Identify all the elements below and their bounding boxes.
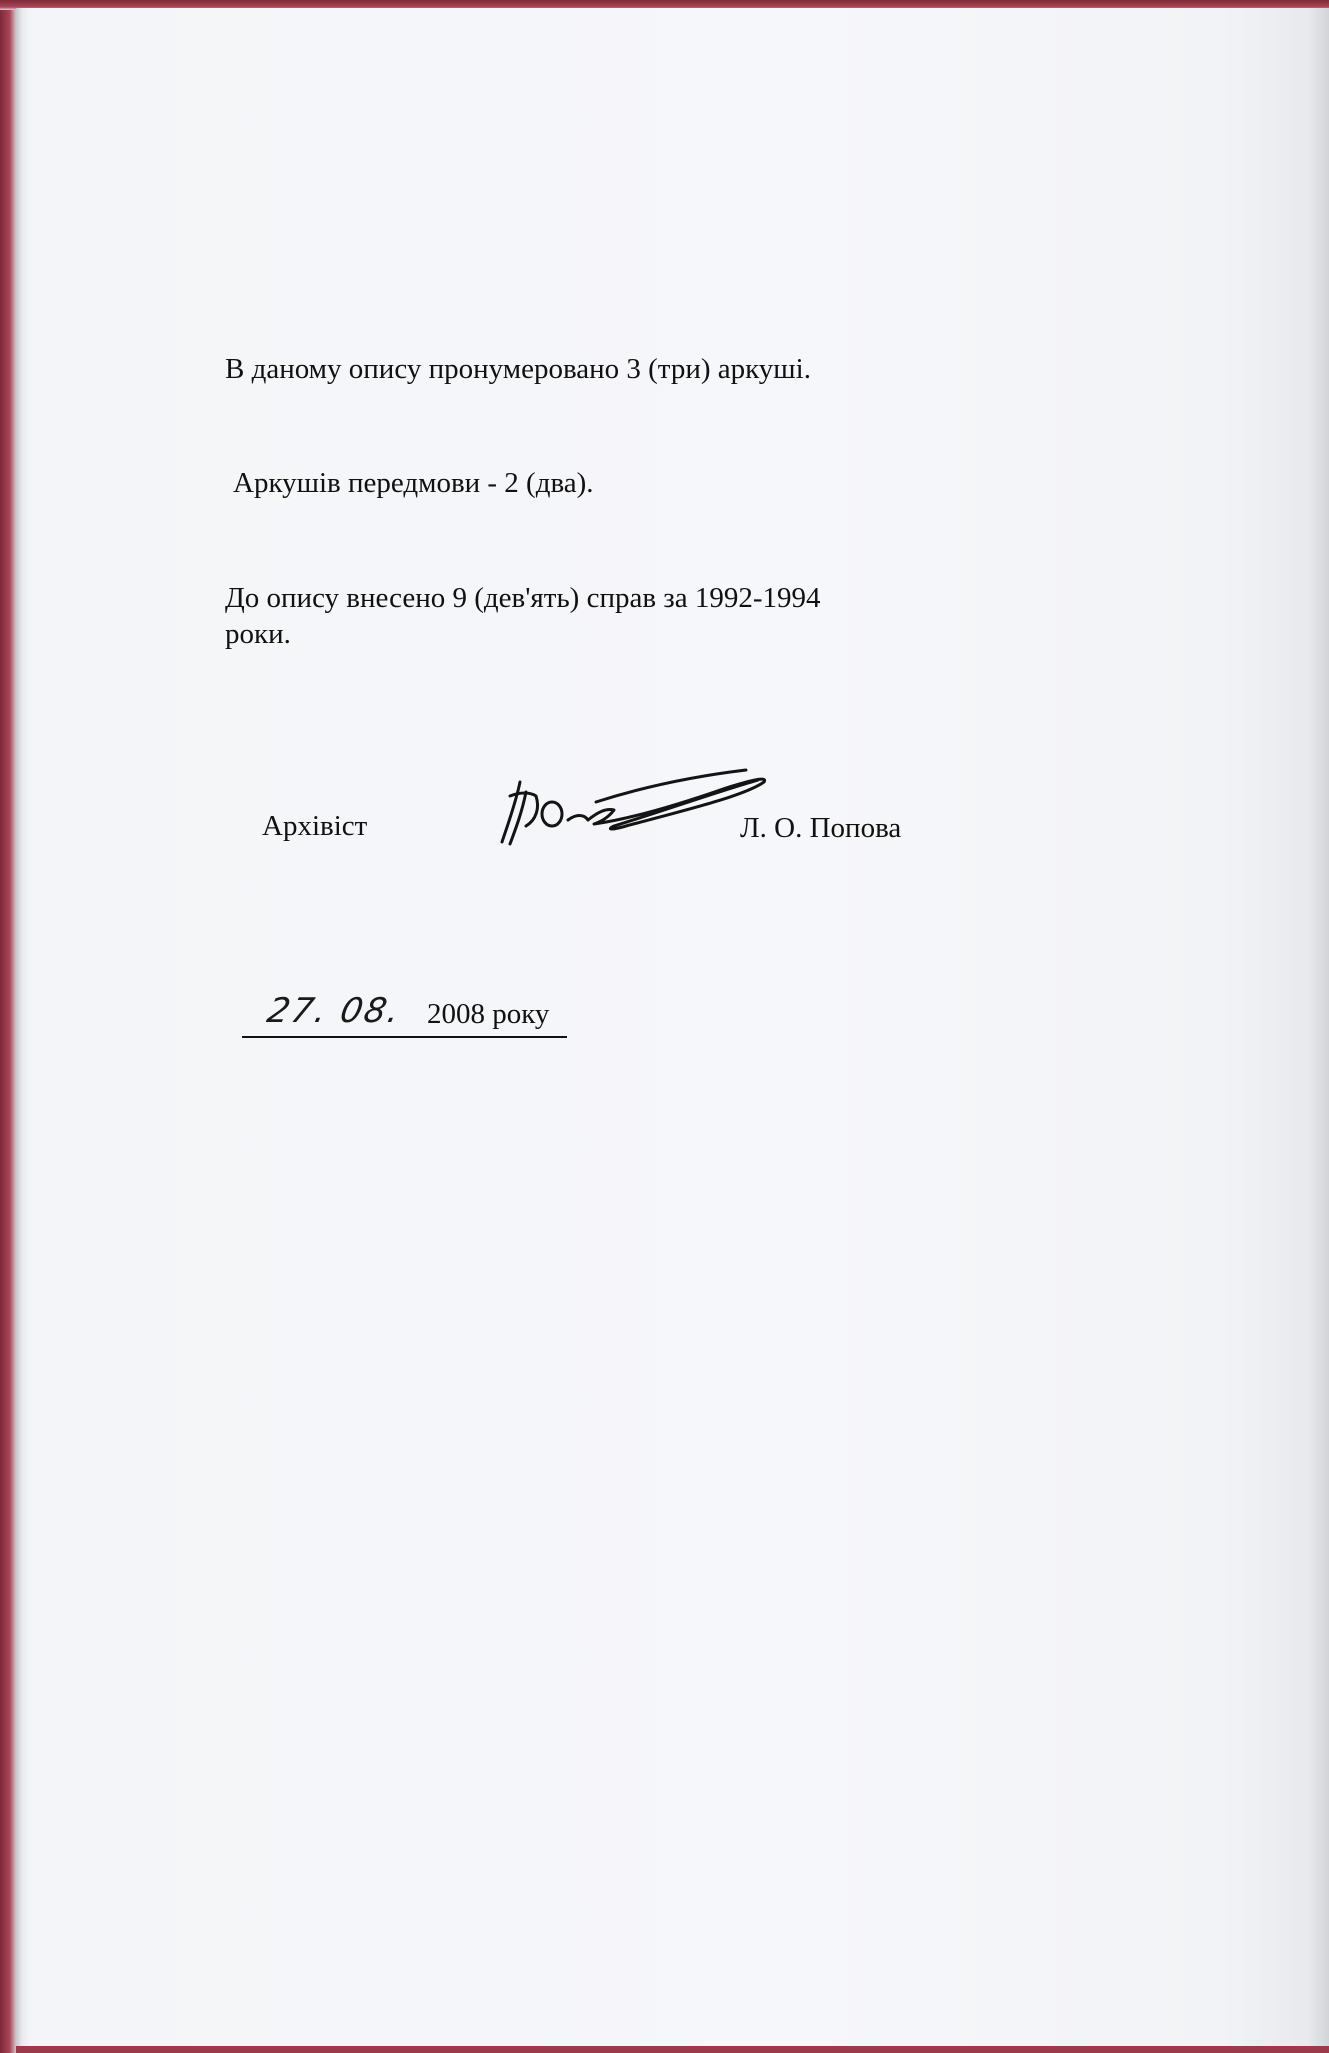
handwritten-signature-icon: [496, 762, 772, 848]
cases-count-line: До опису внесено 9 (дев'ять) справ за 1992-1994: [225, 582, 821, 614]
date-year: 2008 року: [427, 998, 550, 1030]
handwritten-date: 27. 08.: [263, 991, 406, 1031]
document-page: [16, 8, 1329, 2046]
page-edge-shadow: [1308, 8, 1329, 2046]
numbered-sheets-line: В даному опису пронумеровано 3 (три) аркуші.: [225, 353, 811, 385]
archivist-name: Л. О. Попова: [740, 812, 902, 844]
archivist-label: Архівіст: [262, 810, 368, 842]
binding-edge: [0, 0, 16, 2053]
cases-count-line-continued: роки.: [225, 618, 291, 650]
preface-sheets-line: Аркушів передмови - 2 (два).: [233, 467, 594, 499]
